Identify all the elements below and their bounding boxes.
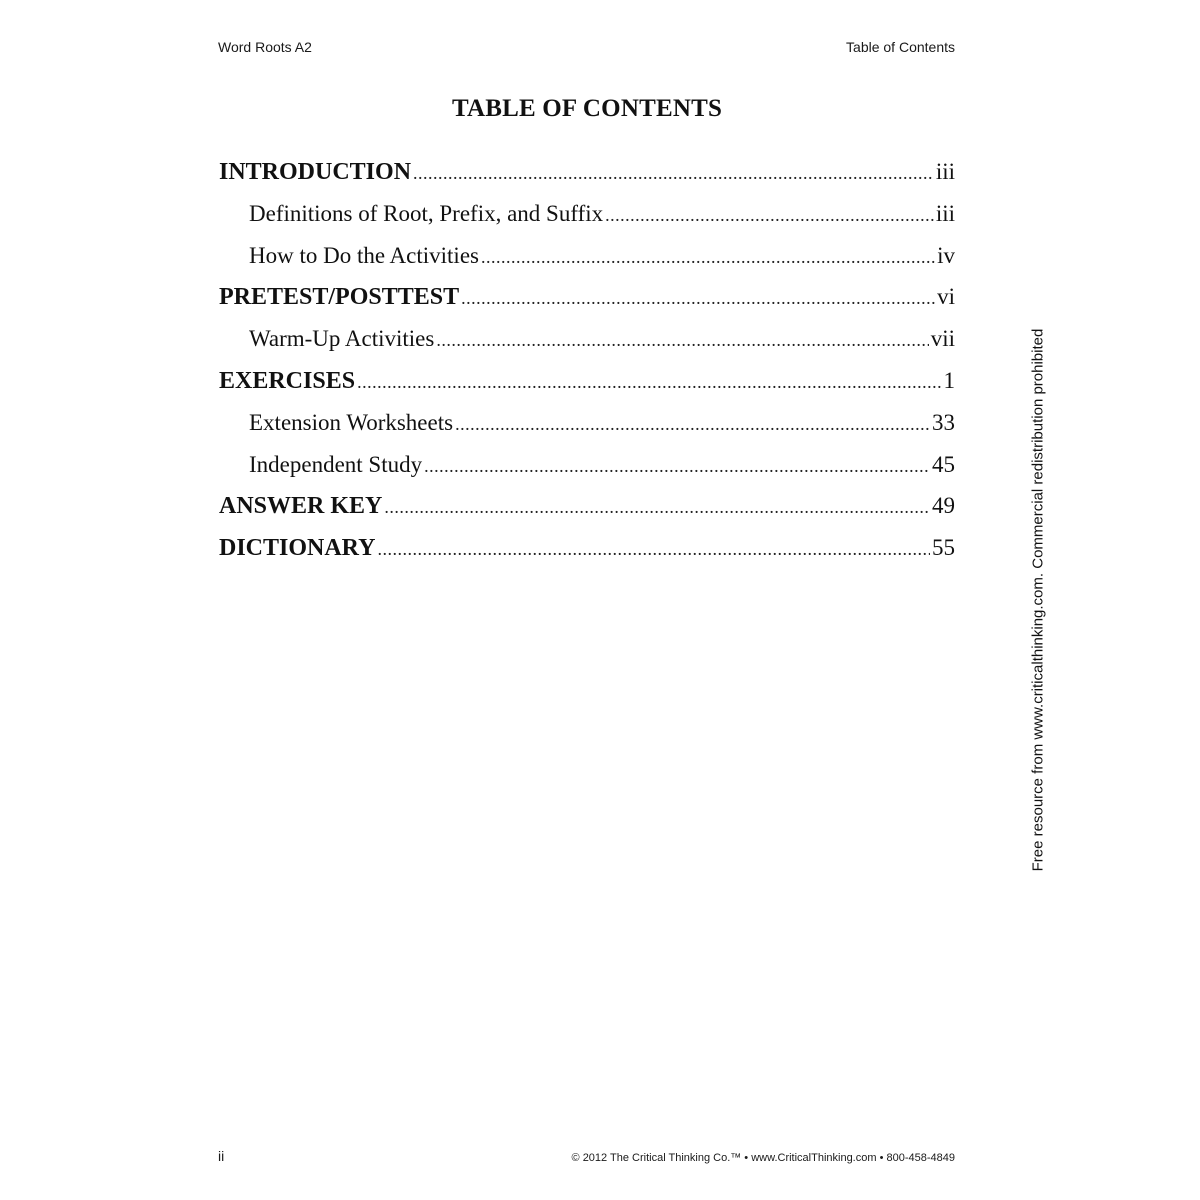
- toc-entry-page: 1: [943, 367, 955, 393]
- toc-entry-how-to[interactable]: [219, 243, 955, 285]
- dot-leader: [605, 205, 934, 226]
- dot-leader: [378, 539, 930, 560]
- toc-entry-label: Extension Worksheets: [249, 409, 454, 435]
- toc-entry-page: 49: [932, 493, 955, 519]
- toc-entry-page: iii: [935, 159, 955, 184]
- toc-entry-dictionary[interactable]: [219, 535, 955, 577]
- toc-entry-page: 33: [932, 409, 955, 435]
- toc-entry-independent-study[interactable]: [219, 452, 955, 494]
- toc-entry-pretest-posttest[interactable]: [219, 284, 955, 326]
- toc-entry-page: iv: [937, 242, 955, 268]
- toc-entry-page: iii: [935, 200, 955, 226]
- table-of-contents: [219, 159, 955, 577]
- dot-leader: [436, 330, 928, 351]
- toc-entry-page: 45: [932, 451, 955, 477]
- toc-entry-extension-worksheets[interactable]: [219, 410, 955, 452]
- toc-entry-label: PRETEST/POSTTEST: [219, 284, 460, 311]
- page-title: TABLE OF CONTENTS: [451, 94, 723, 122]
- toc-entry-page: vi: [937, 284, 955, 310]
- toc-entry-label: How to Do the Activities: [249, 242, 479, 268]
- toc-entry-answer-key[interactable]: [219, 493, 955, 535]
- toc-entry-definitions[interactable]: [219, 201, 955, 243]
- toc-entry-warm-up[interactable]: [219, 326, 955, 368]
- toc-entry-label: ANSWER KEY: [219, 493, 383, 520]
- toc-entry-introduction[interactable]: [219, 159, 955, 201]
- dot-leader: [481, 247, 935, 268]
- toc-entry-label: EXERCISES: [219, 367, 356, 394]
- toc-entry-label: Definitions of Root, Prefix, and Suffix: [249, 200, 604, 226]
- dot-leader: [455, 414, 930, 435]
- toc-entry-page: 55: [932, 535, 955, 561]
- toc-entry-label: Warm-Up Activities: [249, 326, 435, 352]
- dot-leader: [357, 372, 941, 393]
- redistribution-notice: Free resource from www.criticalthinking.com. Commercial redistribution prohibited: [1029, 328, 1047, 872]
- running-head-book-title: Word Roots A2: [218, 39, 312, 55]
- toc-entry-page: vii: [930, 326, 955, 352]
- page-footer: [218, 1148, 955, 1164]
- dot-leader: [413, 163, 934, 184]
- toc-entry-label: DICTIONARY: [219, 535, 376, 562]
- dot-leader: [424, 456, 930, 477]
- dot-leader: [461, 288, 935, 309]
- page-number: ii: [218, 1148, 225, 1164]
- toc-entry-exercises[interactable]: [219, 368, 955, 410]
- copyright-line: © 2012 The Critical Thinking Co.™ • www.CriticalThinking.com • 800-458-4849: [571, 1152, 955, 1164]
- toc-entry-label: Independent Study: [249, 451, 423, 477]
- dot-leader: [384, 497, 930, 518]
- running-head-section: Table of Contents: [846, 39, 955, 55]
- toc-entry-label: INTRODUCTION: [219, 159, 412, 185]
